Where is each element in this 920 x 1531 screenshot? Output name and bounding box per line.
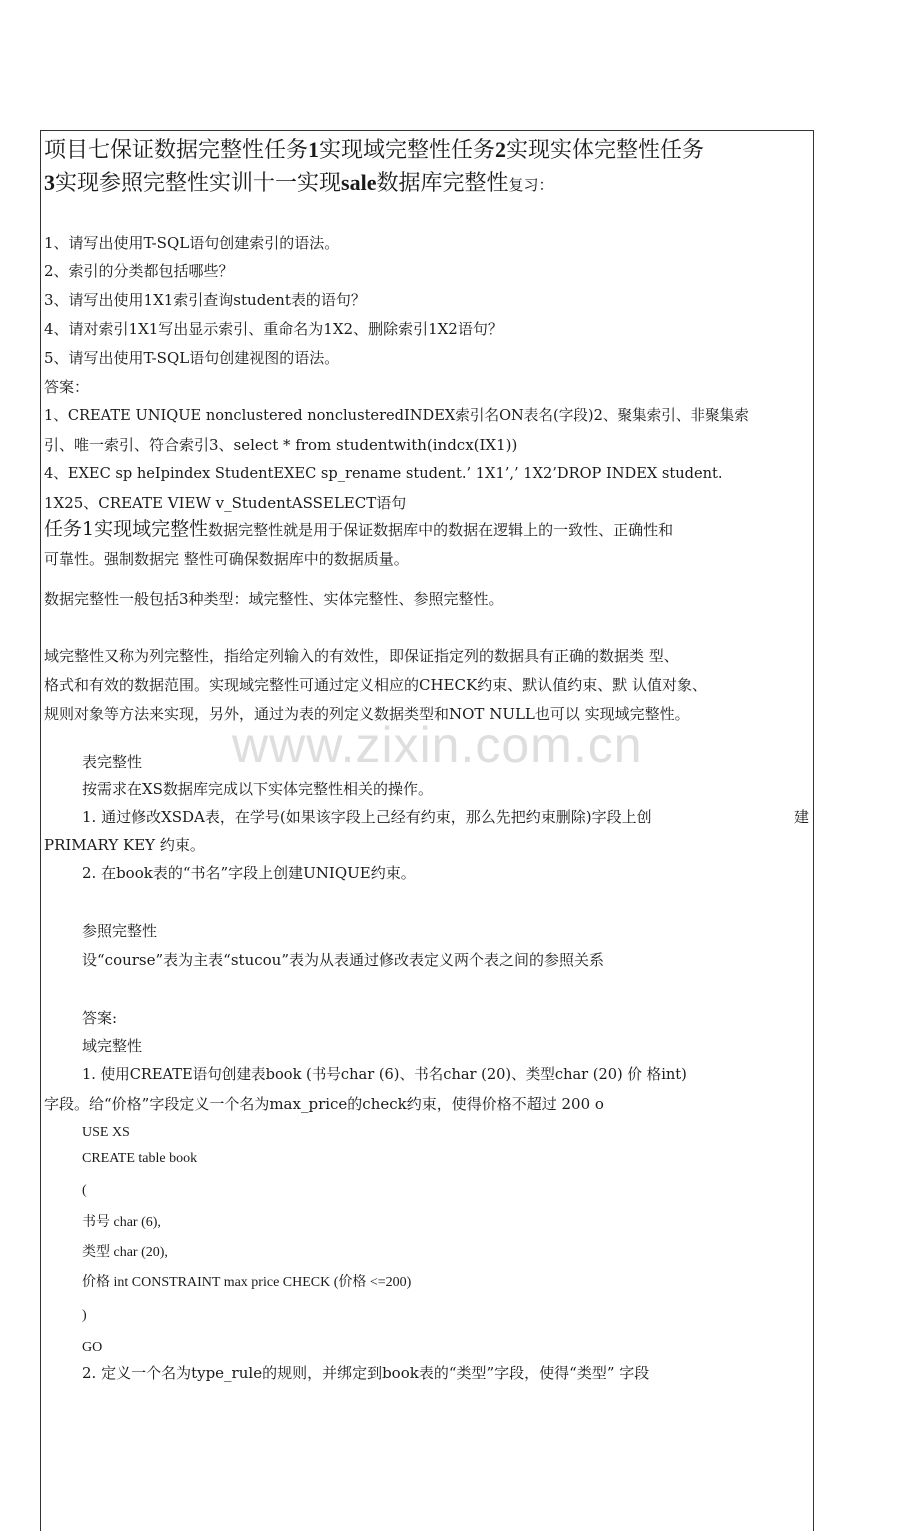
review-question-5: 5、请写出使用T-SQL语句创建视图的语法。 (44, 349, 340, 367)
entity-step-1-cont: PRIMARY KEY 约束。 (44, 836, 205, 854)
answers-step-1: 1. 使用CREATE语句创建表book (书号char (6)、书名char (20)、类型char (20) 价 格int) (82, 1066, 687, 1083)
review-question-3: 3、请写出使用1X1索引查询student表的语句？ (44, 291, 366, 309)
title-text: 实现实体完整性任务 (506, 138, 705, 163)
answers-label: 答案: (82, 1009, 118, 1027)
reference-heading: 参照完整性 (82, 922, 158, 940)
code-line: ( (82, 1183, 87, 1198)
code-line: 类型 char (20), (82, 1245, 168, 1260)
integrity-types: 数据完整性一般包括3种类型：域完整性、实体完整性、参照完整性。 (44, 590, 504, 608)
task1-heading: 任务1实现域完整性 (44, 518, 209, 540)
answer-line-4: 1X25、CREATE VIEW v_StudentASSELECT语句 (44, 494, 407, 512)
review-question-4: 4、请对索引1X1写出显示索引、重命名为1X2、删除索引1X2语句？ (44, 320, 503, 338)
answers-heading: 域完整性 (82, 1037, 143, 1055)
code-line: ) (82, 1308, 87, 1323)
reference-text: 设“course”表为主表“stucou”表为从表通过修改表定义两个表之间的参照关系 (82, 951, 604, 969)
page-title-line-2 (44, 166, 554, 202)
title-text: 实现域完整性任务 (319, 138, 496, 163)
title-keyword: sale (341, 170, 377, 195)
page-title-line-1 (44, 133, 704, 168)
title-text: 数据库完整性 (376, 171, 509, 196)
code-line: 价格 int CONSTRAINT max price CHECK (价格 <=200) (82, 1275, 412, 1290)
entity-intro: 按需求在XS数据库完成以下实体完整性相关的操作。 (82, 780, 433, 798)
title-text: 实现参照完整性实训十一实现 (55, 171, 342, 196)
task1-paragraph-line-2: 可靠性。强制数据完 整性可确保数据库中的数据质量。 (44, 550, 409, 568)
review-question-1: 1、请写出使用T-SQL语句创建索引的语法。 (44, 234, 340, 252)
entity-step-2: 2. 在book表的“书名”字段上创建UNIQUE约束。 (82, 864, 416, 882)
entity-heading: 表完整性 (82, 753, 143, 771)
review-label: 复习： (508, 176, 554, 194)
answers-step-1-cont: 字段。给“价格”字段定义一个名为max_price的check约束，使得价格不超过 200 o (44, 1095, 604, 1113)
code-line: USE XS (82, 1125, 130, 1140)
answers-step-2: 2. 定义一个名为type_rule的规则，并绑定到book表的“类型”字段，使得“类型” 字段 (82, 1364, 650, 1382)
title-number: 1 (308, 137, 320, 162)
entity-step-1: 1. 通过修改XSDA表，在学号(如果该字段上己经有约束，那么先把约束删除)字段上创 (82, 808, 652, 826)
domain-integrity-line-2: 格式和有效的数据范围。实现域完整性可通过定义相应的CHECK约束、默认值约束、默 认值对象、 (44, 676, 707, 694)
title-text: 项目七保证数据完整性任务 (44, 138, 309, 163)
answer-line-1: 1、CREATE UNIQUE nonclustered nonclusteredINDEX索引名ON表名(字段)2、聚集索引、非聚集索 (44, 407, 749, 424)
title-number: 2 (495, 137, 507, 162)
code-line: 书号 char (6), (82, 1215, 161, 1230)
code-line: GO (82, 1340, 103, 1355)
task1-paragraph-line-1 (44, 518, 673, 541)
domain-integrity-line-1: 域完整性又称为列完整性，指给定列输入的有效性，即保证指定列的数据具有正确的数据类 型、 (44, 647, 679, 665)
answer-line-3: 4、EXEC sp heIpindex StudentEXEC sp_rename student.’ 1X1’,’ 1X2’DROP INDEX student. (44, 465, 723, 482)
answer-line-2: 引、唯一索引、符合索引3、select * from studentwith(indcx(IX1)) (44, 436, 518, 454)
title-number: 3 (44, 170, 55, 195)
review-question-2: 2、索引的分类都包括哪些？ (44, 262, 234, 280)
watermark: www.zixin.com.cn (232, 717, 643, 773)
entity-step-1-tail: 建 (794, 808, 810, 826)
code-line: CREATE table book (82, 1151, 198, 1166)
task1-text: 数据完整性就是用于保证数据库中的数据在逻辑上的一致性、正确性和 (208, 521, 674, 539)
answer-label: 答案： (44, 378, 90, 396)
domain-integrity-line-3: 规则对象等方法来实现，另外，通过为表的列定义数据类型和NOT NULL也可以 实现域完整性。 (44, 705, 690, 723)
document-frame (40, 130, 814, 1531)
